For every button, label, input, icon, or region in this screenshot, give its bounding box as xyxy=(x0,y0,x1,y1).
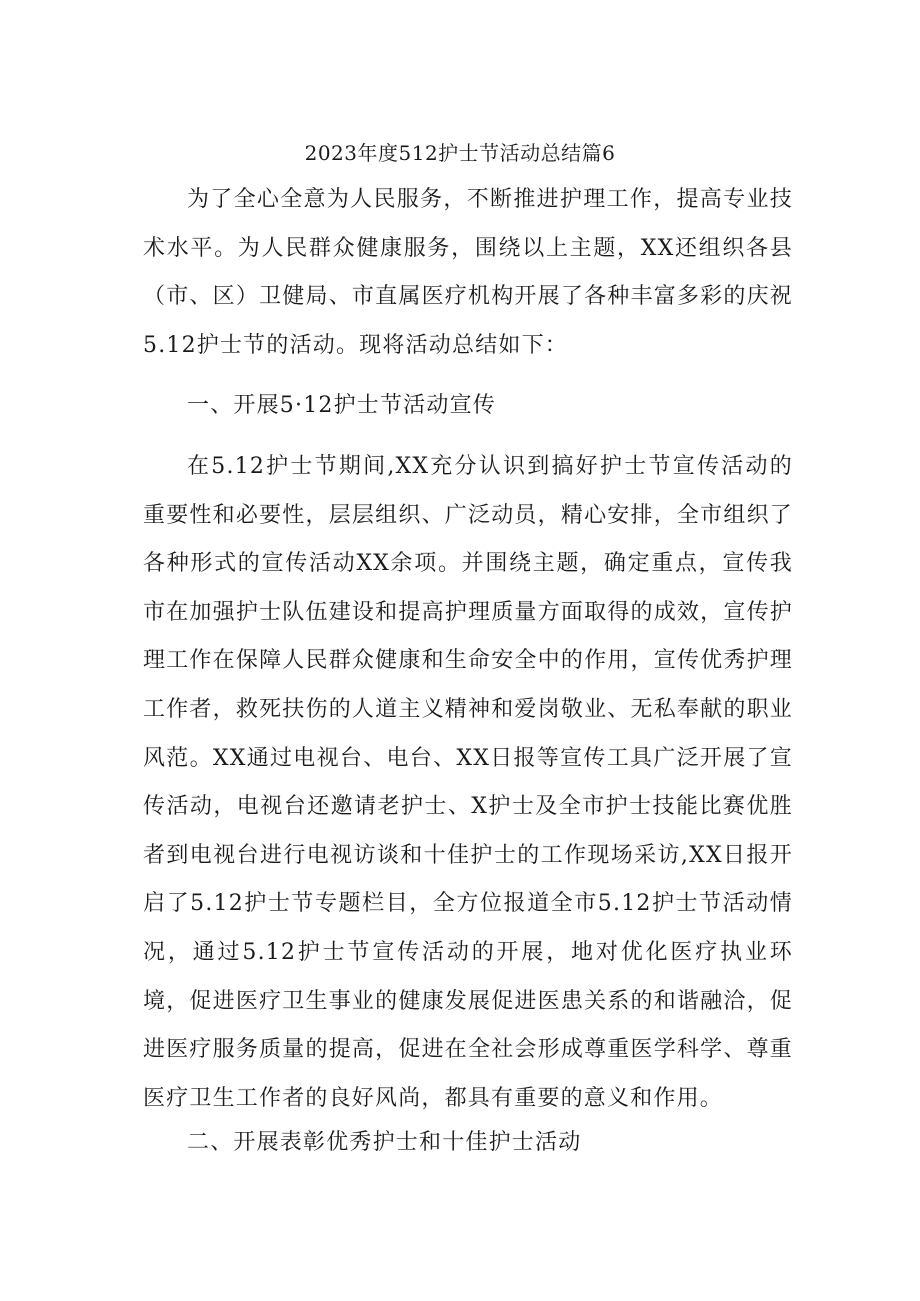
section-heading-1: 一、开展5·12护士节活动宣传 xyxy=(187,393,496,418)
section-heading-2: 二、开展表彰优秀护士和十佳护士活动 xyxy=(187,1130,582,1155)
intro-paragraph: 为了全心全意为人民服务，不断推进护理工作，提高专业技术水平。为人民群众健康服务，围绕以上主题，XX还组织各县（市、区）卫健局、市直属医疗机构开展了各种丰富多彩的庆祝5.12护士节的活动。现将活动总结如下： xyxy=(143,187,793,358)
section-1-paragraph: 在5.12护士节期间,XX充分认识到搞好护士节宣传活动的重要性和必要性，层层组织、广泛动员，精心安排，全市组织了各种形式的宣传活动XX余项。并围绕主题，确定重点，宣传我市在加强护士队伍建设和提高护理质量方面取得的成效，宣传护理工作在保障人民群众健康和生命安全中的作用，宣传优秀护理工作者，救死扶伤的人道主义精神和爱岗敬业、无私奉献的职业风范。XX通过电视台、电台、XX日报等宣传工具广泛开展了宣传活动，电视台还邀请老护士、X护士及全市护士技能比赛优胜者到电视台进行电视访谈和十佳护士的工作现场采访,XX日报开启了5.12护士节专题栏目，全方位报道全市5.12护士节活动情况，通过5.12护士节宣传活动的开展，地对优化医疗执业环境，促进医疗卫生事业的健康发展促进医患关系的和谐融洽，促进医疗服务质量的提高，促进在全社会形成尊重医学科学、尊重医疗卫生工作者的良好风尚，都具有重要的意义和作用。 xyxy=(143,454,793,1111)
document-title: 2023年度512护士节活动总结篇6 xyxy=(304,141,616,165)
